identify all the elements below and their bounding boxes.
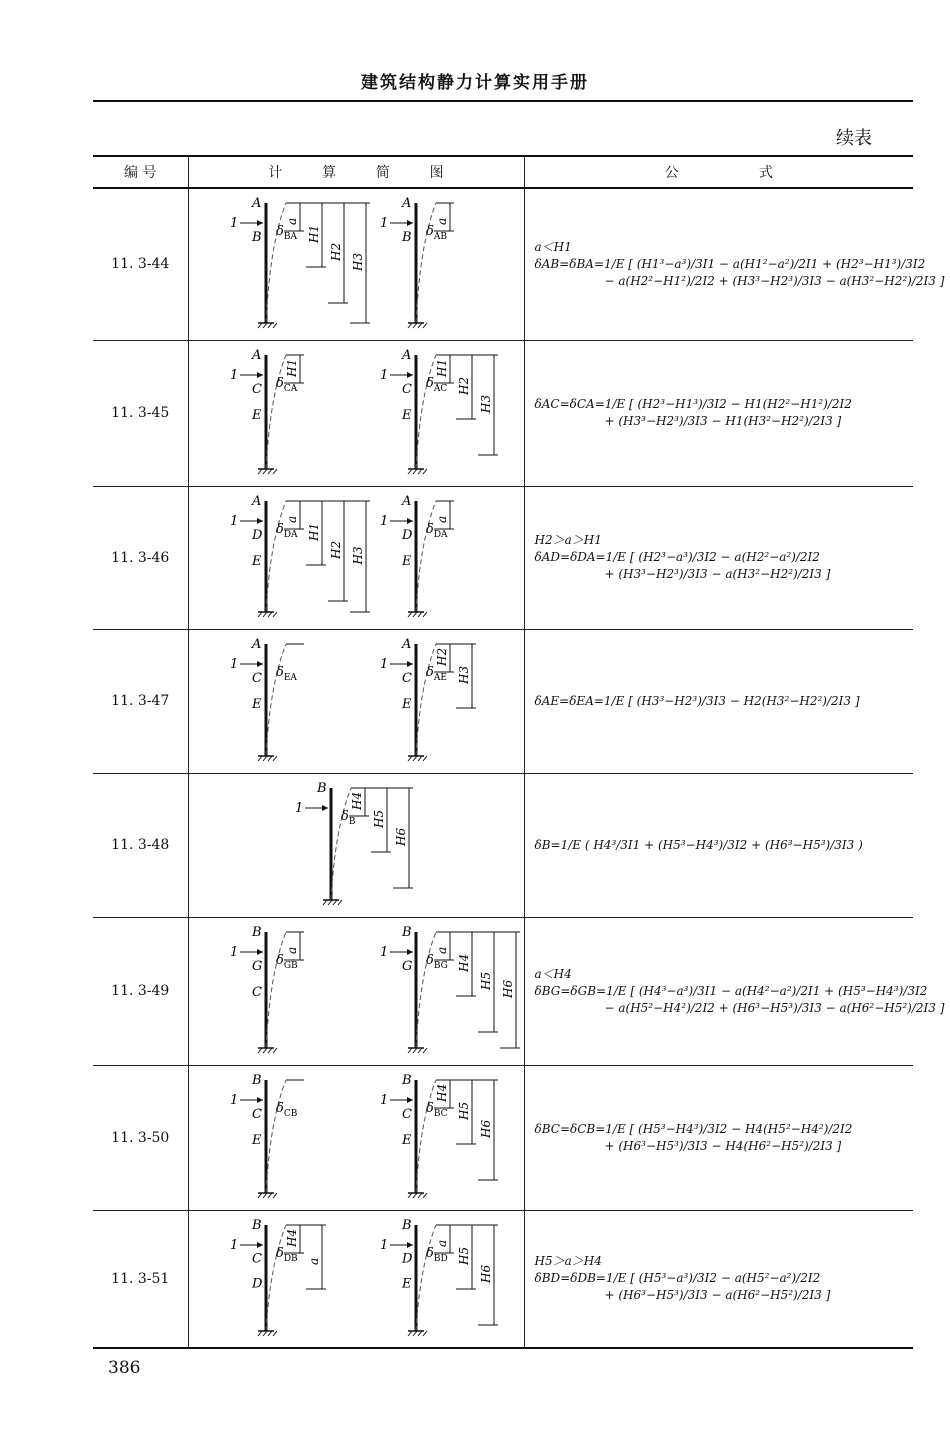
row-diagram-cell <box>188 340 524 486</box>
left-diagram-node-label-D: D <box>252 528 263 543</box>
right-diagram-node-label-A: A <box>402 348 412 363</box>
header-id: 编 号 <box>93 156 188 188</box>
row-diagram-cell <box>188 1210 524 1348</box>
left-diagram-dimension-label-H3: H3 <box>351 253 365 272</box>
table-row <box>93 773 913 917</box>
left-diagram-dimension-label-a: a <box>285 515 299 523</box>
left-diagram-arrowhead <box>257 518 263 524</box>
formula-line: δAE=δEA=1/E [ (H3³−H2³)/3I3 − H2(H3²−H2²)/2I3 ] <box>534 693 860 708</box>
right-diagram-dimension-label-H6: H6 <box>501 979 515 998</box>
row-id: 11. 3-45 <box>93 340 188 486</box>
right-diagram-dimension-label-H4: H4 <box>457 953 471 972</box>
right-diagram-node-label-D: D <box>402 528 413 543</box>
left-diagram-deflection-curve <box>266 501 286 612</box>
right-diagram-node-label-E: E <box>402 1276 412 1292</box>
row-formula-cell <box>524 188 945 340</box>
formula-line: − a(H5²−H4²)/2I2 + (H6³−H5³)/3I3 − a(H6²−H5²)/2I3 ] <box>604 1000 945 1015</box>
right-diagram-deflection-curve <box>416 644 436 756</box>
left-diagram-arrowhead <box>257 372 263 378</box>
right-diagram-deflection-label: $\delta_{AC}$ <box>426 376 448 394</box>
right-diagram-deflection-label: $\delta_{AE}$ <box>426 665 447 683</box>
right-diagram-arrowhead <box>407 661 413 667</box>
formula-line: δAB=δBA=1/E [ (H1³−a³)/3I1 − a(H1²−a²)/2I1 + (H2³−H1³)/3I2 <box>534 256 926 271</box>
right-diagram-unit-load-label: 1 <box>380 1237 389 1253</box>
calculation-diagram <box>191 920 521 1062</box>
row-id: 11. 3-46 <box>93 486 188 629</box>
left-diagram-node-label-B: B <box>252 230 262 246</box>
formula-line: + (H3³−H2³)/3I3 − a(H3²−H2²)/2I3 ] <box>604 567 831 581</box>
left-diagram-node-label-E: E <box>252 554 262 569</box>
table-header-row <box>93 156 913 188</box>
row-diagram-cell <box>188 188 524 340</box>
right-diagram-dimension-label-a: a <box>435 1239 449 1247</box>
single-diagram-arrowhead <box>322 805 328 811</box>
right-diagram-node-label-C: C <box>402 671 412 686</box>
left-diagram-node-label-E: E <box>252 1133 262 1148</box>
left-diagram-deflection-curve <box>266 644 286 756</box>
left-diagram-unit-load-label: 1 <box>230 945 239 960</box>
formula-line: δAD=δDA=1/E [ (H2³−a³)/3I2 − a(H2²−a²)/2I2 <box>534 550 820 564</box>
left-diagram-unit-load-label: 1 <box>230 216 239 232</box>
row-diagram-cell <box>188 486 524 629</box>
right-diagram-arrowhead <box>407 518 413 524</box>
single-diagram-dimension-label-H5: H5 <box>372 809 386 828</box>
right-diagram-dimension-label-H4: H4 <box>435 1083 449 1102</box>
row-formula-cell <box>524 629 913 773</box>
left-diagram-dimension-label-H4: H4 <box>285 1228 299 1247</box>
right-diagram-node-label-B: B <box>402 1217 412 1233</box>
formula-line: H2＞a＞H1 <box>534 533 602 547</box>
left-diagram-arrowhead <box>257 949 263 955</box>
left-diagram-node-label-E: E <box>252 697 262 712</box>
right-diagram-dimension-label-H3: H3 <box>457 665 471 684</box>
page-number: 386 <box>108 1358 141 1378</box>
right-diagram-node-label-B: B <box>402 1073 412 1088</box>
left-diagram-node-label-B: B <box>252 1217 262 1233</box>
row-diagram-cell <box>188 629 524 773</box>
formula-line: δBG=δGB=1/E [ (H4³−a³)/3I1 − a(H4²−a²)/2I1 + (H5³−H4³)/3I2 <box>534 983 928 998</box>
table-row <box>93 1065 913 1210</box>
row-diagram-cell <box>188 773 524 917</box>
left-diagram-deflection-label: $\delta_{CA}$ <box>276 376 298 394</box>
right-diagram-arrowhead <box>407 372 413 378</box>
formula-line: + (H6³−H5³)/3I3 − a(H6²−H5²)/2I3 ] <box>604 1288 831 1303</box>
left-diagram-dimension-label-H1: H1 <box>307 225 321 244</box>
single-diagram-deflection-label: $\delta_B$ <box>341 809 356 827</box>
row-diagram-cell <box>188 917 524 1065</box>
right-diagram-unit-load-label: 1 <box>380 368 389 383</box>
right-diagram-unit-load-label: 1 <box>380 657 389 672</box>
calculation-diagram <box>191 776 521 914</box>
left-diagram-unit-load-label: 1 <box>230 1237 239 1253</box>
left-diagram-dimension-label-a: a <box>285 218 299 226</box>
right-diagram-node-label-A: A <box>402 637 412 652</box>
left-diagram-node-label-E: E <box>252 408 262 423</box>
left-diagram-node-label-A: A <box>252 348 262 363</box>
left-diagram-deflection-curve <box>266 203 286 323</box>
right-diagram-deflection-curve <box>416 501 436 612</box>
right-diagram-node-label-B: B <box>402 925 412 940</box>
right-diagram-unit-load-label: 1 <box>380 945 389 960</box>
left-diagram-unit-load-label: 1 <box>230 1093 239 1108</box>
left-diagram-deflection-label: $\delta_{CB}$ <box>276 1101 298 1119</box>
left-diagram-deflection-label: $\delta_{DB}$ <box>276 1245 298 1264</box>
left-diagram-node-label-A: A <box>252 494 262 509</box>
calculation-diagram <box>191 343 521 483</box>
calculation-diagram <box>191 1068 521 1207</box>
right-diagram-deflection-label: $\delta_{BG}$ <box>426 953 448 971</box>
right-diagram-deflection-curve <box>416 1225 436 1331</box>
row-formula-cell <box>524 340 913 486</box>
left-diagram-node-label-A: A <box>252 196 262 212</box>
table-row <box>93 188 913 340</box>
calculation-diagram <box>191 632 521 770</box>
table-row <box>93 917 913 1065</box>
right-diagram-arrowhead <box>407 1097 413 1103</box>
right-diagram-deflection-label: $\delta_{AB}$ <box>426 224 447 243</box>
formula-line: a＜H4 <box>534 966 572 981</box>
formula-line: H5＞a＞H4 <box>534 1254 602 1269</box>
row-formula-cell <box>524 486 913 629</box>
left-diagram-node-label-G: G <box>252 959 263 974</box>
left-diagram-node-label-D: D <box>252 1276 263 1292</box>
row-id: 11. 3-50 <box>93 1065 188 1210</box>
table-row <box>93 1210 913 1348</box>
row-id: 11. 3-51 <box>93 1210 188 1348</box>
left-diagram-node-label-C: C <box>252 382 262 397</box>
right-diagram-deflection-curve <box>416 1080 436 1193</box>
left-diagram-arrowhead <box>257 1097 263 1103</box>
table-row <box>93 340 913 486</box>
left-diagram-dimension-label-H2: H2 <box>329 540 343 559</box>
right-diagram-deflection-curve <box>416 932 436 1048</box>
row-diagram-cell <box>188 1065 524 1210</box>
formula-line: + (H6³−H5³)/3I3 − H4(H6²−H5²)/2I3 ] <box>604 1138 842 1153</box>
header-diagram: 计 算 简 图 <box>188 156 524 188</box>
right-diagram-dimension-label-H6: H6 <box>479 1264 493 1283</box>
right-diagram-node-label-E: E <box>402 408 412 423</box>
left-diagram-dimension-label-a: a <box>285 946 299 954</box>
right-diagram-dimension-label-H5: H5 <box>479 971 493 990</box>
left-diagram-node-label-B: B <box>252 1073 262 1088</box>
left-diagram-dimension-label-H2: H2 <box>329 243 343 262</box>
left-diagram-node-label-A: A <box>252 637 262 652</box>
header-formula: 公 式 <box>524 156 913 188</box>
right-diagram-dimension-label-a: a <box>435 218 449 226</box>
left-diagram-node-label-C: C <box>252 985 262 1000</box>
row-formula-cell <box>524 917 945 1065</box>
formula-line: + (H3³−H2³)/3I3 − H1(H3²−H2²)/2I3 ] <box>604 414 842 428</box>
continuation-label: 续表 <box>836 128 872 149</box>
right-diagram-arrowhead <box>407 1242 413 1248</box>
table-row <box>93 486 913 629</box>
right-diagram-deflection-curve <box>416 203 436 323</box>
right-diagram-node-label-D: D <box>402 1251 413 1267</box>
right-diagram-deflection-label: $\delta_{BC}$ <box>426 1101 448 1119</box>
right-diagram-unit-load-label: 1 <box>380 1093 389 1108</box>
right-diagram-unit-load-label: 1 <box>380 216 389 232</box>
calculation-diagram <box>191 1213 521 1345</box>
left-diagram-arrowhead <box>257 220 263 226</box>
single-diagram-node-label-B: B <box>317 781 327 796</box>
row-id: 11. 3-44 <box>93 188 188 340</box>
formula-table <box>93 155 945 1349</box>
left-diagram-unit-load-label: 1 <box>230 514 239 529</box>
row-id: 11. 3-48 <box>93 773 188 917</box>
formula-line: δBD=δDB=1/E [ (H5³−a³)/3I2 − a(H5²−a²)/2I2 <box>534 1271 821 1286</box>
right-diagram-dimension-label-H5: H5 <box>457 1246 471 1265</box>
left-diagram-dimension-label-H1: H1 <box>285 358 299 377</box>
formula-line: a＜H1 <box>534 239 572 254</box>
row-id: 11. 3-47 <box>93 629 188 773</box>
left-diagram-deflection-label: $\delta_{GB}$ <box>276 953 298 971</box>
left-diagram-node-label-B: B <box>252 925 262 940</box>
formula-line: δB=1/E ( H4³/3I1 + (H5³−H4³)/3I2 + (H6³−H5³)/3I3 ) <box>534 837 863 852</box>
single-diagram-unit-load-label: 1 <box>295 801 304 816</box>
left-diagram-node-label-C: C <box>252 671 262 686</box>
left-diagram-arrowhead <box>257 661 263 667</box>
row-formula-cell <box>524 1065 913 1210</box>
left-diagram-deflection-label: $\delta_{DA}$ <box>276 522 298 540</box>
right-diagram-dimension-label-H6: H6 <box>479 1119 493 1138</box>
left-diagram-deflection-curve <box>266 932 286 1048</box>
right-diagram-arrowhead <box>407 949 413 955</box>
left-diagram-deflection-label: $\delta_{BA}$ <box>276 224 297 243</box>
right-diagram-node-label-A: A <box>402 494 412 509</box>
right-diagram-node-label-A: A <box>402 196 412 212</box>
right-diagram-arrowhead <box>407 220 413 226</box>
left-diagram-deflection-curve <box>266 1080 286 1193</box>
row-formula-cell <box>524 1210 913 1348</box>
left-diagram-deflection-curve <box>266 1225 286 1331</box>
right-diagram-deflection-label: $\delta_{BD}$ <box>426 1245 448 1264</box>
single-diagram-dimension-label-H6: H6 <box>394 827 408 846</box>
right-diagram-dimension-label-H5: H5 <box>457 1101 471 1120</box>
right-diagram-dimension-label-H1: H1 <box>435 358 449 377</box>
right-diagram-node-label-C: C <box>402 1107 412 1122</box>
right-diagram-dimension-label-H3: H3 <box>479 394 493 413</box>
right-diagram-node-label-B: B <box>402 230 412 246</box>
left-diagram-unit-load-label: 1 <box>230 368 239 383</box>
right-diagram-node-label-E: E <box>402 1133 412 1148</box>
header-rule <box>93 100 913 102</box>
calculation-diagram <box>191 489 521 626</box>
formula-line: δBC=δCB=1/E [ (H5³−H4³)/3I2 − H4(H5²−H4²)/2I2 <box>534 1121 853 1136</box>
right-diagram-node-label-E: E <box>402 697 412 712</box>
table-row <box>93 629 913 773</box>
right-diagram-deflection-curve <box>416 355 436 469</box>
right-diagram-dimension-label-a: a <box>435 515 449 523</box>
right-diagram-dimension-label-H2: H2 <box>435 647 449 666</box>
calculation-diagram <box>191 191 521 337</box>
single-diagram-deflection-curve <box>331 788 351 900</box>
formula-line: − a(H2²−H1²)/2I2 + (H3³−H2³)/3I3 − a(H3²−H2²)/2I3 ] <box>604 273 945 288</box>
right-diagram-deflection-label: $\delta_{DA}$ <box>426 522 448 540</box>
right-diagram-dimension-label-H2: H2 <box>457 376 471 395</box>
right-diagram-node-label-C: C <box>402 382 412 397</box>
right-diagram-node-label-E: E <box>402 554 412 569</box>
left-diagram-dimension-label-a: a <box>307 1257 321 1265</box>
right-diagram-node-label-G: G <box>402 959 413 974</box>
row-formula-cell <box>524 773 913 917</box>
left-diagram-unit-load-label: 1 <box>230 657 239 672</box>
page-header-title: 建筑结构静力计算实用手册 <box>361 73 589 93</box>
left-diagram-dimension-label-H3: H3 <box>351 546 365 565</box>
left-diagram-dimension-label-H1: H1 <box>307 522 321 541</box>
left-diagram-deflection-label: $\delta_{EA}$ <box>276 665 297 683</box>
row-id: 11. 3-49 <box>93 917 188 1065</box>
left-diagram-node-label-C: C <box>252 1107 262 1122</box>
formula-line: δAC=δCA=1/E [ (H2³−H1³)/3I2 − H1(H2²−H1²)/2I2 <box>534 397 852 411</box>
left-diagram-deflection-curve <box>266 355 286 469</box>
right-diagram-unit-load-label: 1 <box>380 514 389 529</box>
left-diagram-arrowhead <box>257 1242 263 1248</box>
right-diagram-dimension-label-a: a <box>435 946 449 954</box>
single-diagram-dimension-label-H4: H4 <box>350 791 364 810</box>
left-diagram-node-label-C: C <box>252 1251 262 1267</box>
